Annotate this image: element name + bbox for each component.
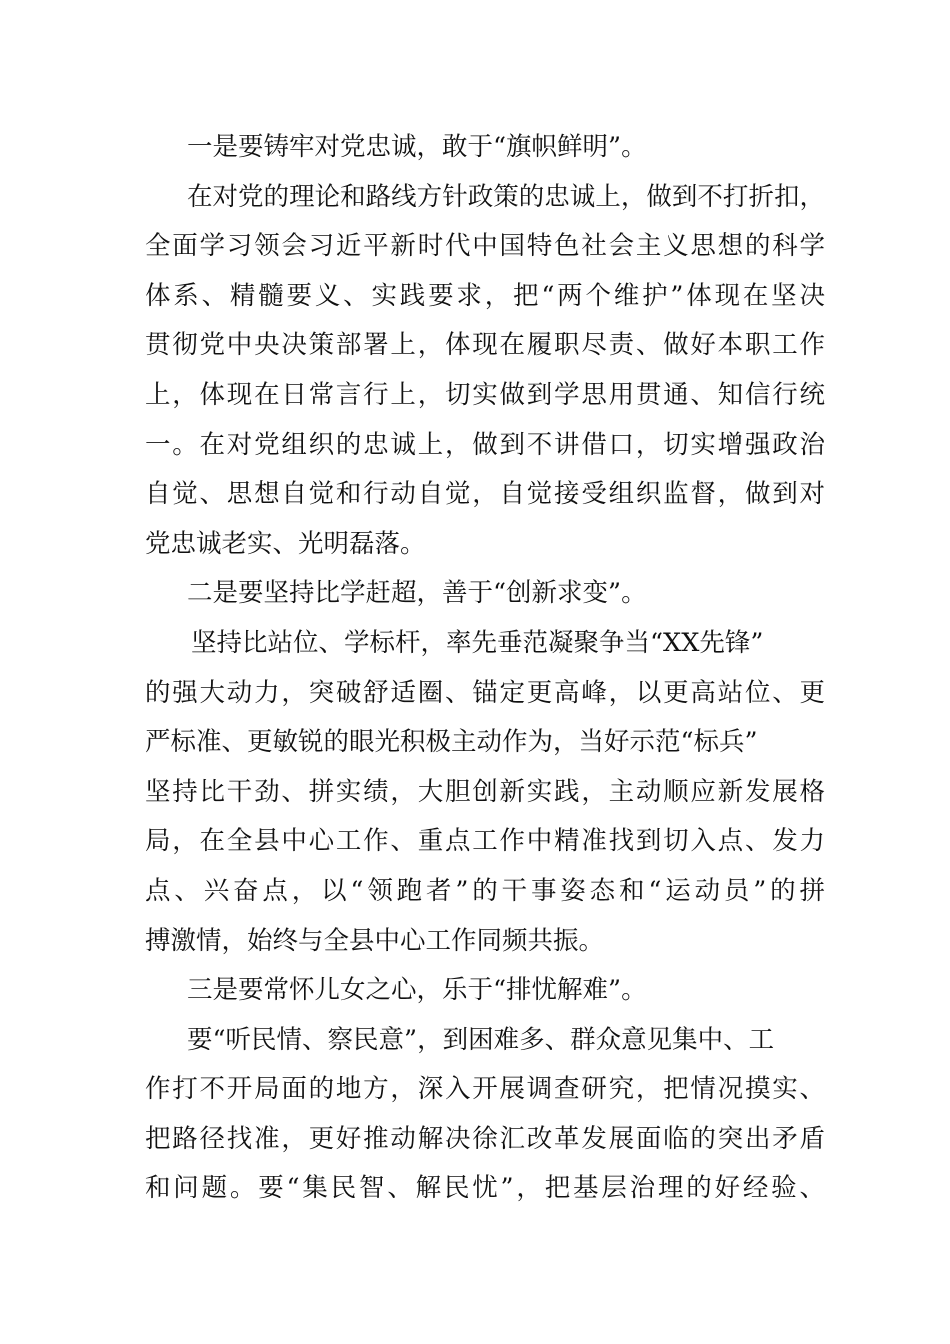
paragraph-line: 党忠诚老实、光明磊落。 (145, 528, 426, 559)
paragraph-line: 严标准、更敏锐的眼光积极主动作为，当好示范“标兵” (145, 727, 758, 758)
paragraph-line: 的强大动力，突破舒适圈、锚定更高峰，以更高站位、更 (145, 677, 825, 708)
paragraph-line: 一。在对党组织的忠诚上，做到不讲借口，切实增强政治 (145, 429, 825, 460)
paragraph-line: 全面学习领会习近平新时代中国特色社会主义思想的科学 (145, 231, 825, 262)
heading-three: 三是要常怀儿女之心，乐于“排忧解难”。 (187, 975, 647, 1006)
paragraph-line: 自觉、思想自觉和行动自觉，自觉接受组织监督，做到对 (145, 479, 825, 510)
paragraph-line: 坚持比站位、学标杆，率先垂范凝聚争当“XX先锋” (191, 627, 764, 658)
paragraph-line: 体系、精髓要义、实践要求，把“两个维护”体现在坚决 (145, 280, 825, 311)
heading-one: 一是要铸牢对党忠诚，敢于“旗帜鲜明”。 (187, 132, 647, 162)
paragraph-line: 在对党的理论和路线方针政策的忠诚上，做到不打折扣， (187, 181, 825, 212)
paragraph-line: 贯彻党中央决策部署上，体现在履职尽责、做好本职工作 (145, 330, 825, 361)
paragraph-line: 把路径找准，更好推动解决徐汇改革发展面临的突出矛盾 (145, 1123, 825, 1154)
paragraph-line: 局，在全县中心工作、重点工作中精准找到切入点、发力 (145, 826, 825, 857)
paragraph-line: 搏激情，始终与全县中心工作同频共振。 (145, 925, 605, 956)
paragraph-line: 上，体现在日常言行上，切实做到学思用贯通、知信行统 (145, 379, 825, 410)
paragraph-line: 作打不开局面的地方，深入开展调查研究，把情况摸实、 (145, 1074, 825, 1105)
paragraph-line: 坚持比干劲、拼实绩，大胆创新实践，主动顺应新发展格 (145, 776, 825, 807)
body-text (145, 123, 825, 1214)
paragraph-line: 和问题。要“集民智、解民忧”，把基层治理的好经验、 (145, 1173, 825, 1204)
paragraph-line: 点、兴奋点，以“领跑者”的干事姿态和“运动员”的拼 (145, 875, 825, 906)
paragraph-line: 要“听民情、察民意”，到困难多、群众意见集中、工 (187, 1024, 775, 1055)
heading-two: 二是要坚持比学赶超，善于“创新求变”。 (187, 578, 647, 609)
